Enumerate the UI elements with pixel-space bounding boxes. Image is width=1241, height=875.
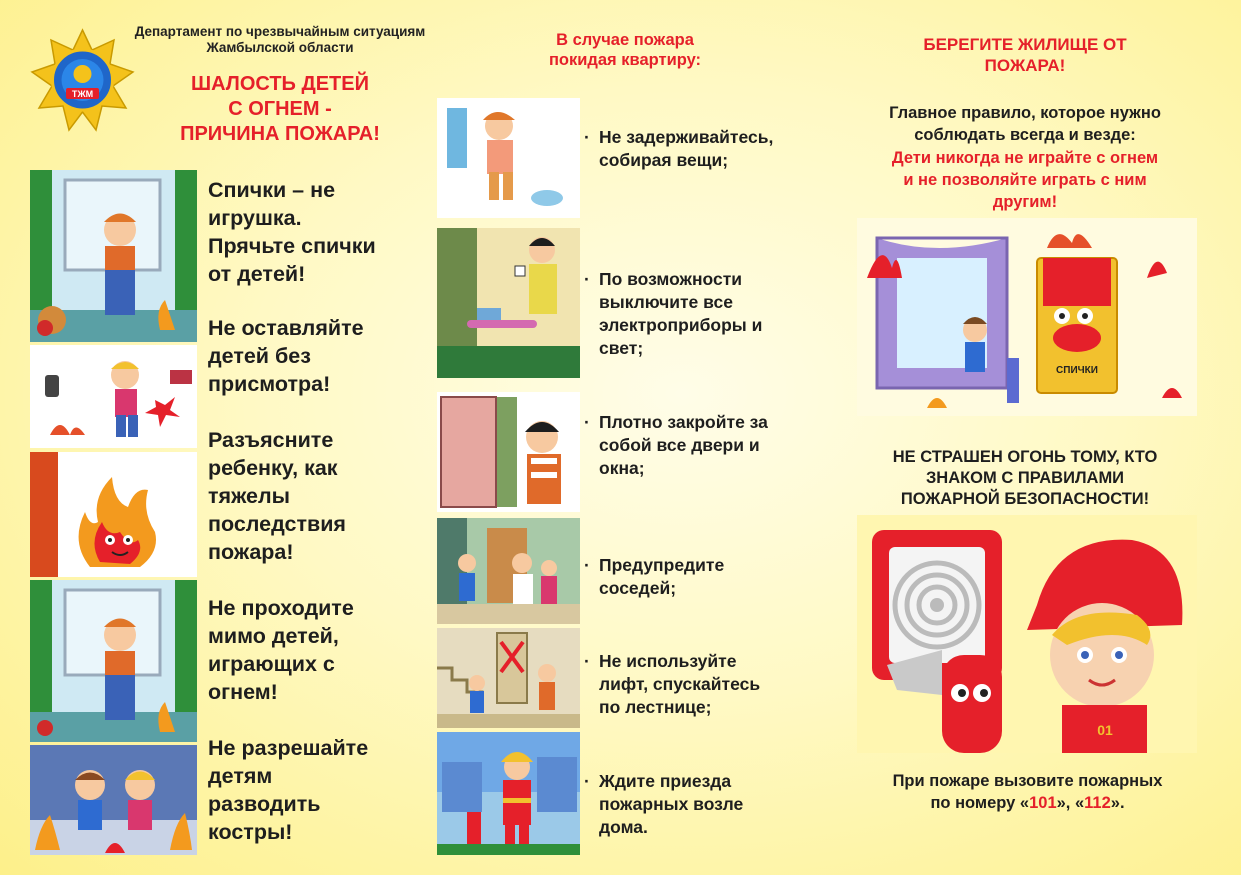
step-line: свет; xyxy=(599,338,644,358)
illustration-girl-with-things xyxy=(437,98,580,218)
safety-slogan xyxy=(850,447,1200,510)
title-line: В случае пожара xyxy=(556,31,694,49)
bullet: · xyxy=(584,412,590,432)
step-line: по лестнице; xyxy=(599,697,712,717)
main-rule-highlight xyxy=(850,147,1200,213)
tip-line: присмотра! xyxy=(208,372,331,396)
tip-explain-consequences xyxy=(208,426,423,566)
call-suffix: ». xyxy=(1110,794,1125,812)
extinguisher-label: 01 xyxy=(1097,722,1113,738)
department-name xyxy=(110,24,450,56)
call-line: При пожаре вызовите пожарных xyxy=(892,772,1163,790)
step-switch-off xyxy=(584,268,824,360)
step-line: соседей; xyxy=(599,578,677,598)
rule-line: соблюдать всегда и везде: xyxy=(914,126,1136,144)
step-close-doors xyxy=(584,411,824,480)
illustration-matchbox-character xyxy=(857,218,1197,416)
title-line: ШАЛОСТЬ ДЕТЕЙ xyxy=(191,73,369,95)
phone-number-112: 112 xyxy=(1084,794,1111,812)
bullet: · xyxy=(584,651,590,671)
title-line: ПРИЧИНА ПОЖАРА! xyxy=(180,123,380,145)
tip-line: тяжелы xyxy=(208,484,291,508)
tip-line: ребенку, как xyxy=(208,456,338,480)
slogan-line: ЗНАКОМ С ПРАВИЛАМИ xyxy=(925,469,1125,487)
tip-line: Не оставляйте xyxy=(208,316,364,340)
illustration-warn-neighbors xyxy=(437,518,580,624)
department-line: Жамбылской области xyxy=(206,40,354,55)
illustration-flame-character xyxy=(30,452,197,577)
tip-line: детей без xyxy=(208,344,311,368)
step-line: электроприборы и xyxy=(599,315,763,335)
bullet: · xyxy=(584,555,590,575)
call-prefix: по номеру « xyxy=(930,794,1030,812)
tip-line: Разъясните xyxy=(208,428,334,452)
illustration-firefighter-wait xyxy=(437,732,580,855)
illustration-boy-with-matches xyxy=(30,170,197,342)
tip-line: играющих с xyxy=(208,652,335,676)
illustration-firefighter-with-extinguisher xyxy=(857,515,1197,753)
phone-number-101: 101 xyxy=(1029,794,1057,812)
step-line: выключите все xyxy=(599,292,733,312)
tip-line: Не проходите xyxy=(208,596,354,620)
tip-line: разводить xyxy=(208,792,321,816)
step-dont-delay xyxy=(584,126,824,172)
tip-line: Прячьте спички xyxy=(208,234,376,258)
bullet: · xyxy=(584,127,590,147)
rule-line: Дети никогда не играйте с огнем xyxy=(891,149,1159,167)
tip-matches xyxy=(208,176,423,288)
emergency-call-info xyxy=(845,770,1210,814)
slogan-line: НЕ СТРАШЕН ОГОНЬ ТОМУ, КТО xyxy=(892,448,1158,466)
step-line: Плотно закройте за xyxy=(599,412,768,432)
matchbox-label: СПИЧКИ xyxy=(1056,365,1098,376)
step-line: По возможности xyxy=(599,269,743,289)
tip-line: Не разрешайте xyxy=(208,736,369,760)
tip-line: детям xyxy=(208,764,273,788)
tip-line: игрушка. xyxy=(208,206,302,230)
step-line: окна; xyxy=(599,458,645,478)
step-line: собирая вещи; xyxy=(599,150,729,170)
rule-line: Главное правило, которое нужно xyxy=(889,104,1161,122)
title-line: ПОЖАРА! xyxy=(984,56,1066,75)
tip-line: Спички – не xyxy=(208,178,336,202)
tip-line: мимо детей, xyxy=(208,624,339,648)
step-line: Предупредите xyxy=(599,555,725,575)
department-line: Департамент по чрезвычайным ситуациям xyxy=(134,24,426,39)
step-line: лифт, спускайтесь xyxy=(599,674,761,694)
illustration-woman-switch-off xyxy=(437,228,580,378)
protect-home-title xyxy=(870,34,1180,76)
rule-line: и не позволяйте играть с ним xyxy=(903,171,1147,189)
call-line xyxy=(845,792,1210,814)
illustration-children-bonfire xyxy=(30,745,197,855)
bullet: · xyxy=(584,771,590,791)
step-line: Не задерживайтесь, xyxy=(599,127,774,147)
tip-line: огнем! xyxy=(208,680,278,704)
tip-line: от детей! xyxy=(208,262,306,286)
title-line: С ОГНЕМ - xyxy=(228,98,332,120)
main-rule xyxy=(850,102,1200,146)
step-warn-neighbors xyxy=(584,554,824,600)
tip-line: последствия xyxy=(208,512,346,536)
tip-dont-pass-by xyxy=(208,594,423,706)
bullet: · xyxy=(584,269,590,289)
illustration-boy-near-fire xyxy=(30,580,197,742)
slogan-line: ПОЖАРНОЙ БЕЗОПАСНОСТИ! xyxy=(900,490,1150,508)
tip-no-bonfires xyxy=(208,734,423,846)
step-line: Ждите приезда xyxy=(599,771,732,791)
rule-line: другим! xyxy=(992,193,1058,211)
step-line: собой все двери и xyxy=(599,435,760,455)
step-line: дома. xyxy=(599,817,648,837)
evacuation-title xyxy=(470,30,780,70)
tip-line: пожара! xyxy=(208,540,294,564)
step-use-stairs xyxy=(584,650,824,719)
tip-supervision xyxy=(208,314,423,398)
title-line: БЕРЕГИТЕ ЖИЛИЩЕ ОТ xyxy=(923,35,1127,54)
illustration-running-boy xyxy=(30,345,197,448)
emblem-text: ТЖМ xyxy=(71,89,94,99)
call-separator: », « xyxy=(1056,794,1085,812)
illustration-use-stairs xyxy=(437,628,580,728)
step-wait-firefighters xyxy=(584,770,824,839)
step-line: Не используйте xyxy=(599,651,737,671)
title-line: покидая квартиру: xyxy=(548,51,702,69)
step-line: пожарных возле xyxy=(599,794,744,814)
tip-line: костры! xyxy=(208,820,293,844)
illustration-boy-close-door xyxy=(437,392,580,512)
main-title xyxy=(135,72,425,147)
